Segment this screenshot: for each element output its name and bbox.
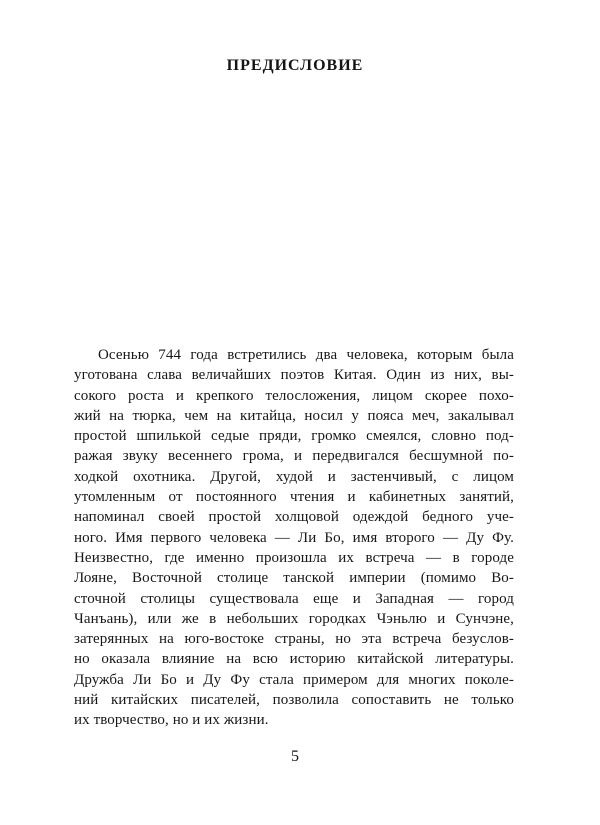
body-line: ного. Имя первого человека — Ли Бо, имя второго — Ду Фу. [74,529,514,546]
body-line: ходкой охотника. Другой, худой и застенчивый, с лицом [74,468,514,485]
page-number: 5 [291,748,299,765]
body-line: затерянных на юго-востоке страны, но эта встреча безуслов- [74,631,514,648]
body-line: сточной столицы существовала еще и Западная — город [74,590,514,607]
body-line: простой шпилькой седые пряди, громко смеялся, словно под- [74,428,514,445]
body-line: Осенью 744 года встретились два человека, которым была [98,347,514,363]
body-line: Лояне, Восточной столице танской империи (помимо Во- [74,570,514,587]
body-line: ражая звуку весеннего грома, и передвигался бесшумной по- [74,448,514,465]
body-line: жий на тюрка, чем на китайца, носил у пояса меч, закалывал [74,407,514,424]
body-line: напоминал своей простой холщовой одеждой бедного уче- [74,509,514,526]
body-line: уготована слава величайших поэтов Китая. Один из них, вы- [74,367,514,384]
body-line: но оказала влияние на всю историю китайской литературы. [74,651,514,668]
preface-paragraph [74,345,514,731]
body-line: их творчество, но и их жизни. [74,712,269,729]
body-line: Чанъань), или же в небольших городках Чэньлю и Сунчэне, [74,610,514,627]
body-line: ний китайских писателей, позволила сопоставить не только [74,692,514,709]
body-line: Неизвестно, где именно произошла их встреча — в городе [74,549,514,566]
body-line: утомленным от постоянного чтения и кабинетных занятий, [74,489,514,506]
body-line: Дружба Ли Бо и Ду Фу стала примером для многих поколе- [74,671,514,688]
body-line: сокого роста и крепкого телосложения, лицом скорее похо- [74,387,514,404]
chapter-title: ПРЕДИСЛОВИЕ [226,57,364,74]
